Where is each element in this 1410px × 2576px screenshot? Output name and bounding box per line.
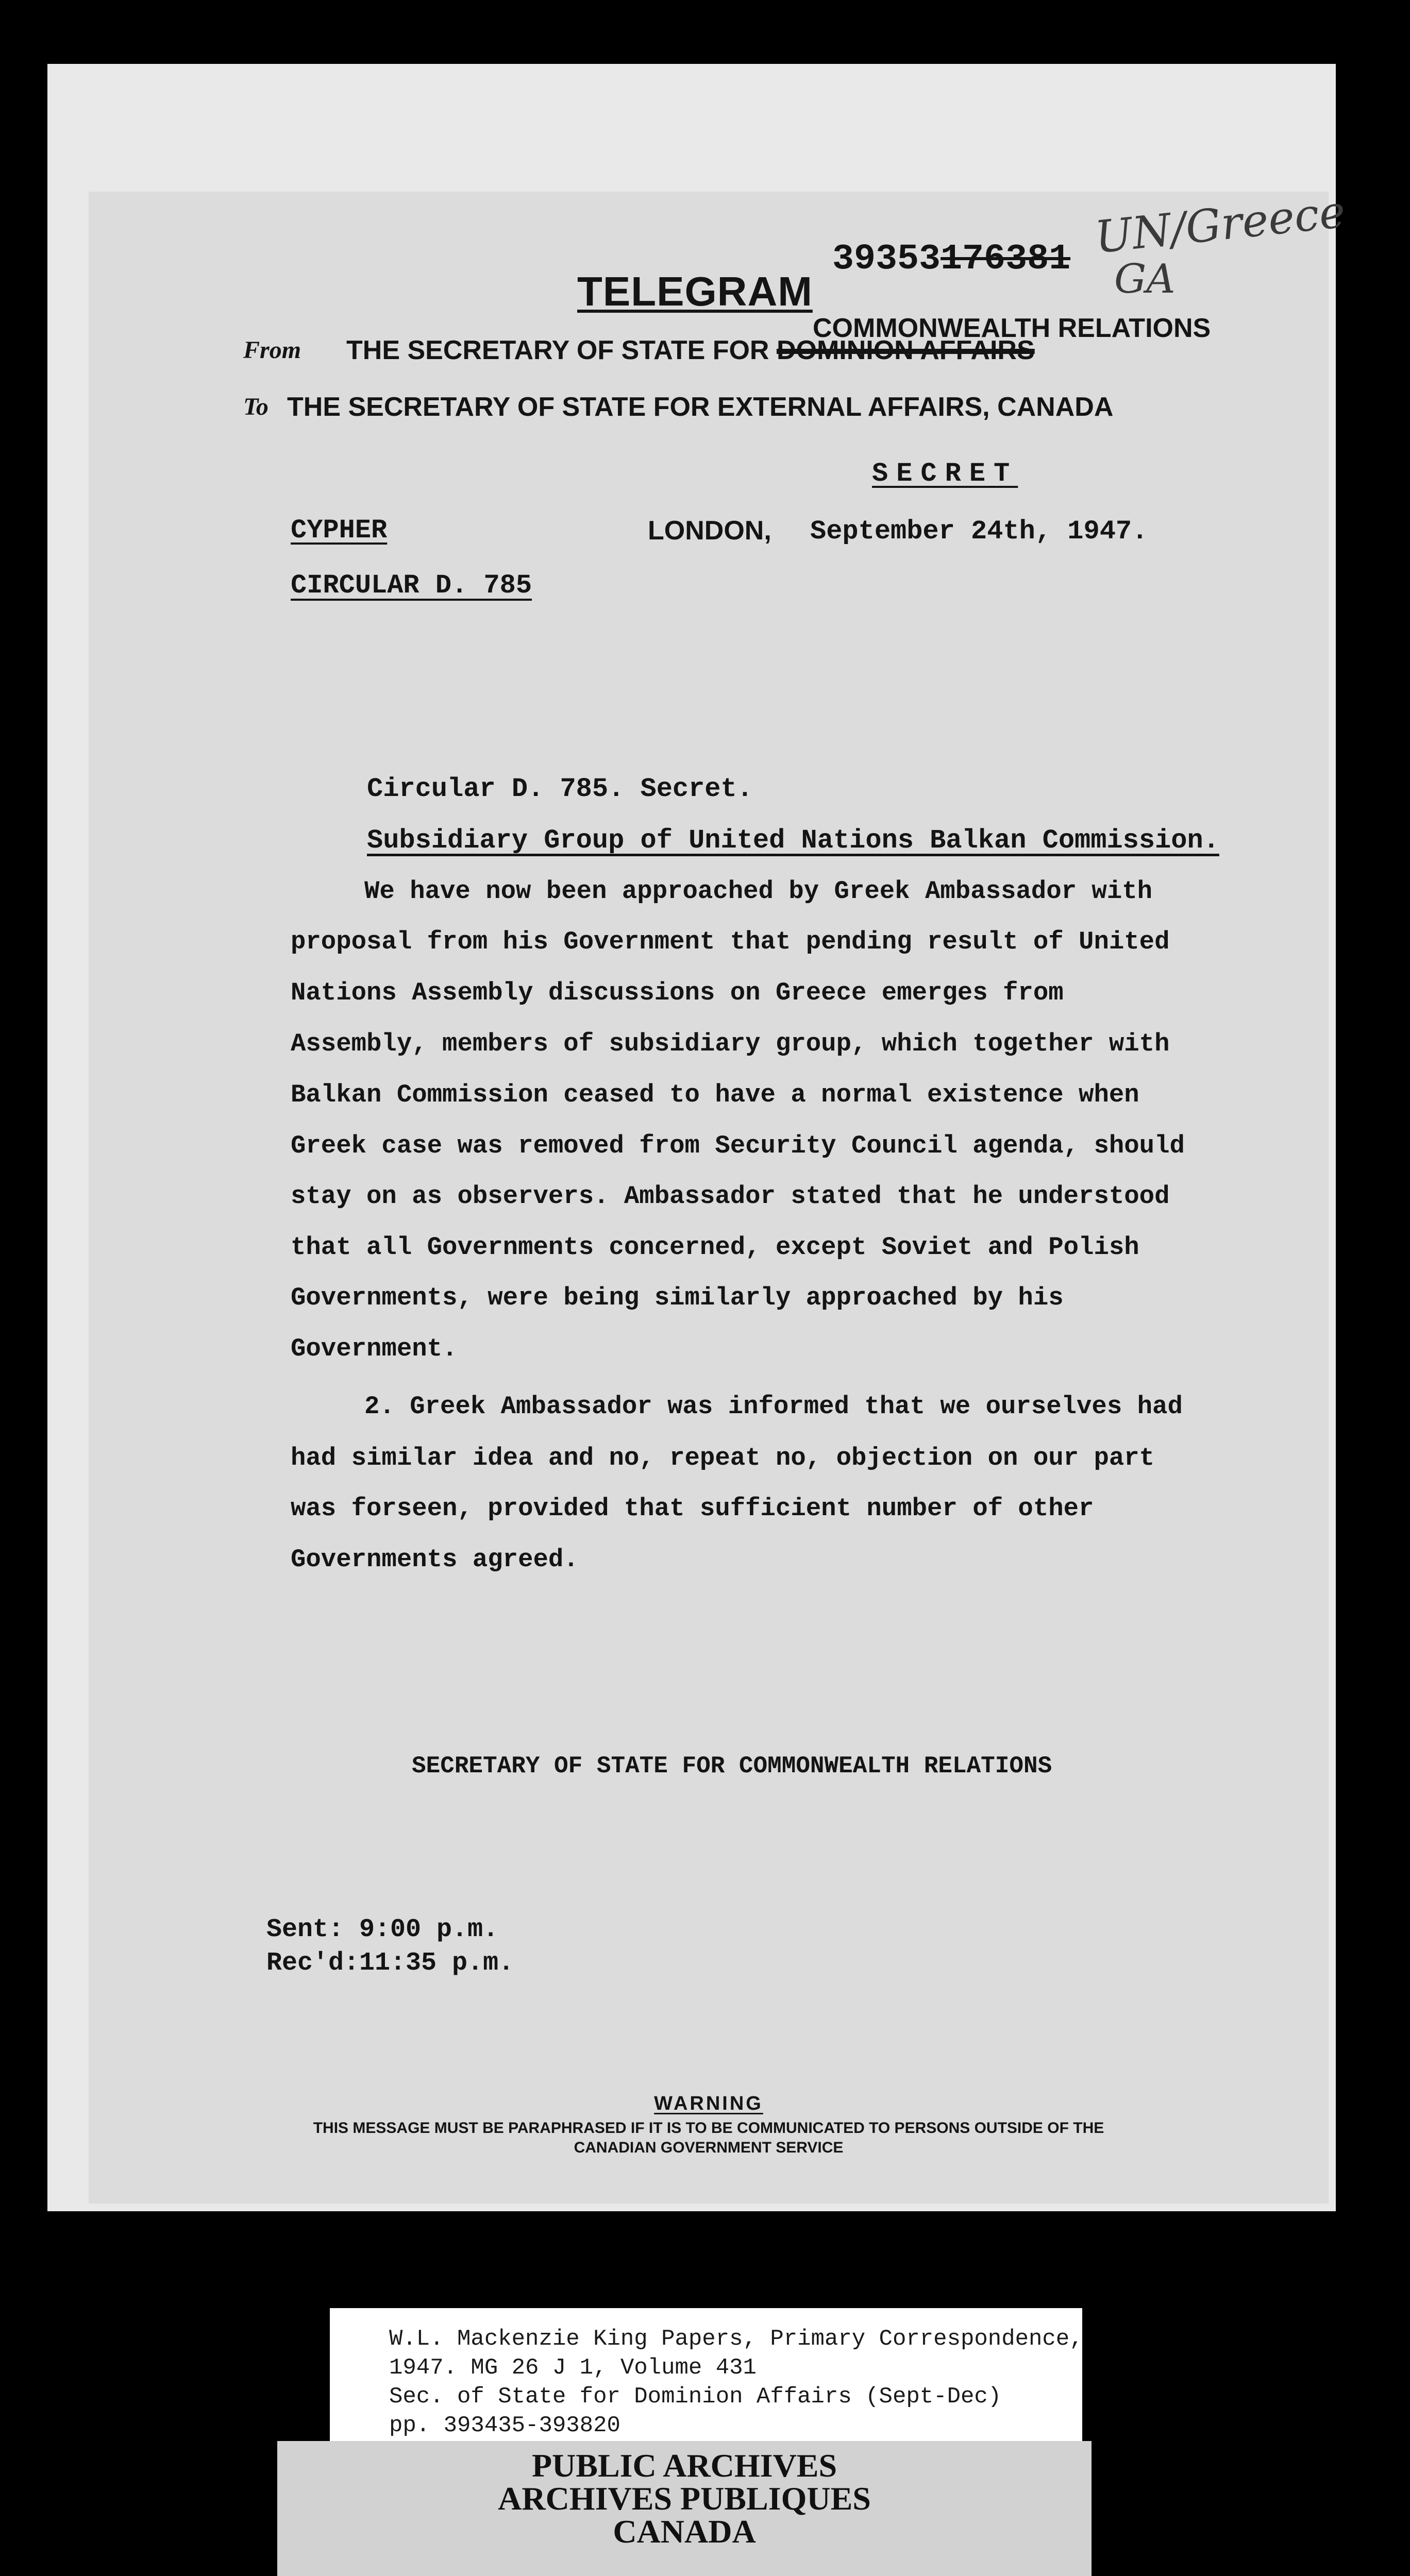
- body-line: proposal from his Government that pending result of United: [291, 927, 1170, 956]
- to-field: THE SECRETARY OF STATE FOR EXTERNAL AFFAIRS, CANADA: [287, 392, 1114, 422]
- warning-line: CANADIAN GOVERNMENT SERVICE: [574, 2139, 844, 2156]
- warning-text: [89, 2119, 1329, 2158]
- stamp-line: PUBLIC ARCHIVES: [531, 2447, 837, 2484]
- body-line: was forseen, provided that sufficient number of other: [291, 1494, 1094, 1523]
- archive-stamp-text: [277, 2449, 1092, 2548]
- handwritten-initials: GA: [1114, 256, 1176, 302]
- body-line: Governments, were being similarly approached by his: [291, 1283, 1064, 1312]
- subject-line: Subsidiary Group of United Nations Balkan Commission.: [367, 825, 1219, 856]
- archive-citation-line: Sec. of State for Dominion Affairs (Sept-Dec): [389, 2384, 1002, 2410]
- body-line: Assembly, members of subsidiary group, which together with: [291, 1029, 1170, 1058]
- body-line: that all Governments concerned, except Soviet and Polish: [291, 1233, 1139, 1262]
- from-inserted-text: COMMONWEALTH RELATIONS: [813, 313, 1211, 343]
- received-time: Rec'd:11:35 p.m.: [266, 1948, 514, 1978]
- warning-line: THIS MESSAGE MUST BE PARAPHRASED IF IT IS TO BE COMMUNICATED TO PERSONS OUTSIDE OF THE: [313, 2120, 1104, 2137]
- stamp-line: ARCHIVES PUBLIQUES: [498, 2480, 871, 2517]
- reference-number: [832, 239, 1070, 280]
- warning-heading: WARNING: [654, 2093, 763, 2114]
- sent-time: Sent: 9:00 p.m.: [266, 1915, 499, 1944]
- from-struck-text: DOMINION AFFAIRS: [776, 335, 1035, 365]
- body-line: Greek case was removed from Security Council agenda, should: [291, 1131, 1185, 1160]
- classification-heading: SECRET: [872, 459, 1018, 489]
- body-line: We have now been approached by Greek Ambassador with: [364, 877, 1153, 906]
- body-line: Nations Assembly discussions on Greece emerges from: [291, 978, 1064, 1007]
- reference-number-struck: 176381: [941, 239, 1071, 280]
- stamp-line: CANADA: [613, 2513, 756, 2550]
- signature-line: SECRETARY OF STATE FOR COMMONWEALTH RELATIONS: [412, 1753, 1052, 1780]
- circular-reference: CIRCULAR D. 785: [291, 570, 532, 601]
- body-line: had similar idea and no, repeat no, objection on our part: [291, 1444, 1155, 1472]
- archive-citation-line: 1947. MG 26 J 1, Volume 431: [389, 2355, 757, 2381]
- body-line: Balkan Commission ceased to have a normal existence when: [291, 1080, 1139, 1109]
- date-label: September 24th, 1947.: [810, 516, 1148, 547]
- handwritten-note: UN/Greece: [1093, 186, 1348, 264]
- archive-citation-line: pp. 393435-393820: [389, 2413, 620, 2438]
- body-line: Governments agreed.: [291, 1545, 579, 1574]
- circular-line: Circular D. 785. Secret.: [367, 774, 753, 804]
- archive-citation: [389, 2325, 1083, 2440]
- body-line: 2. Greek Ambassador was informed that we ourselves had: [364, 1392, 1183, 1421]
- to-label: To: [243, 393, 268, 420]
- place-label: LONDON,: [648, 516, 771, 546]
- from-label: From: [243, 336, 301, 364]
- from-field: [346, 335, 1035, 366]
- from-text: THE SECRETARY OF STATE FOR: [346, 335, 769, 365]
- reference-number-current: 39353: [832, 239, 941, 280]
- archive-citation-line: W.L. Mackenzie King Papers, Primary Correspondence,: [389, 2326, 1083, 2352]
- archive-stamp: [277, 2441, 1092, 2576]
- cypher-label: CYPHER: [291, 515, 388, 546]
- telegram-page: [89, 186, 1348, 2204]
- page-title: TELEGRAM: [577, 268, 813, 314]
- body-line: Government.: [291, 1334, 458, 1363]
- body-line: stay on as observers. Ambassador stated that he understood: [291, 1182, 1170, 1211]
